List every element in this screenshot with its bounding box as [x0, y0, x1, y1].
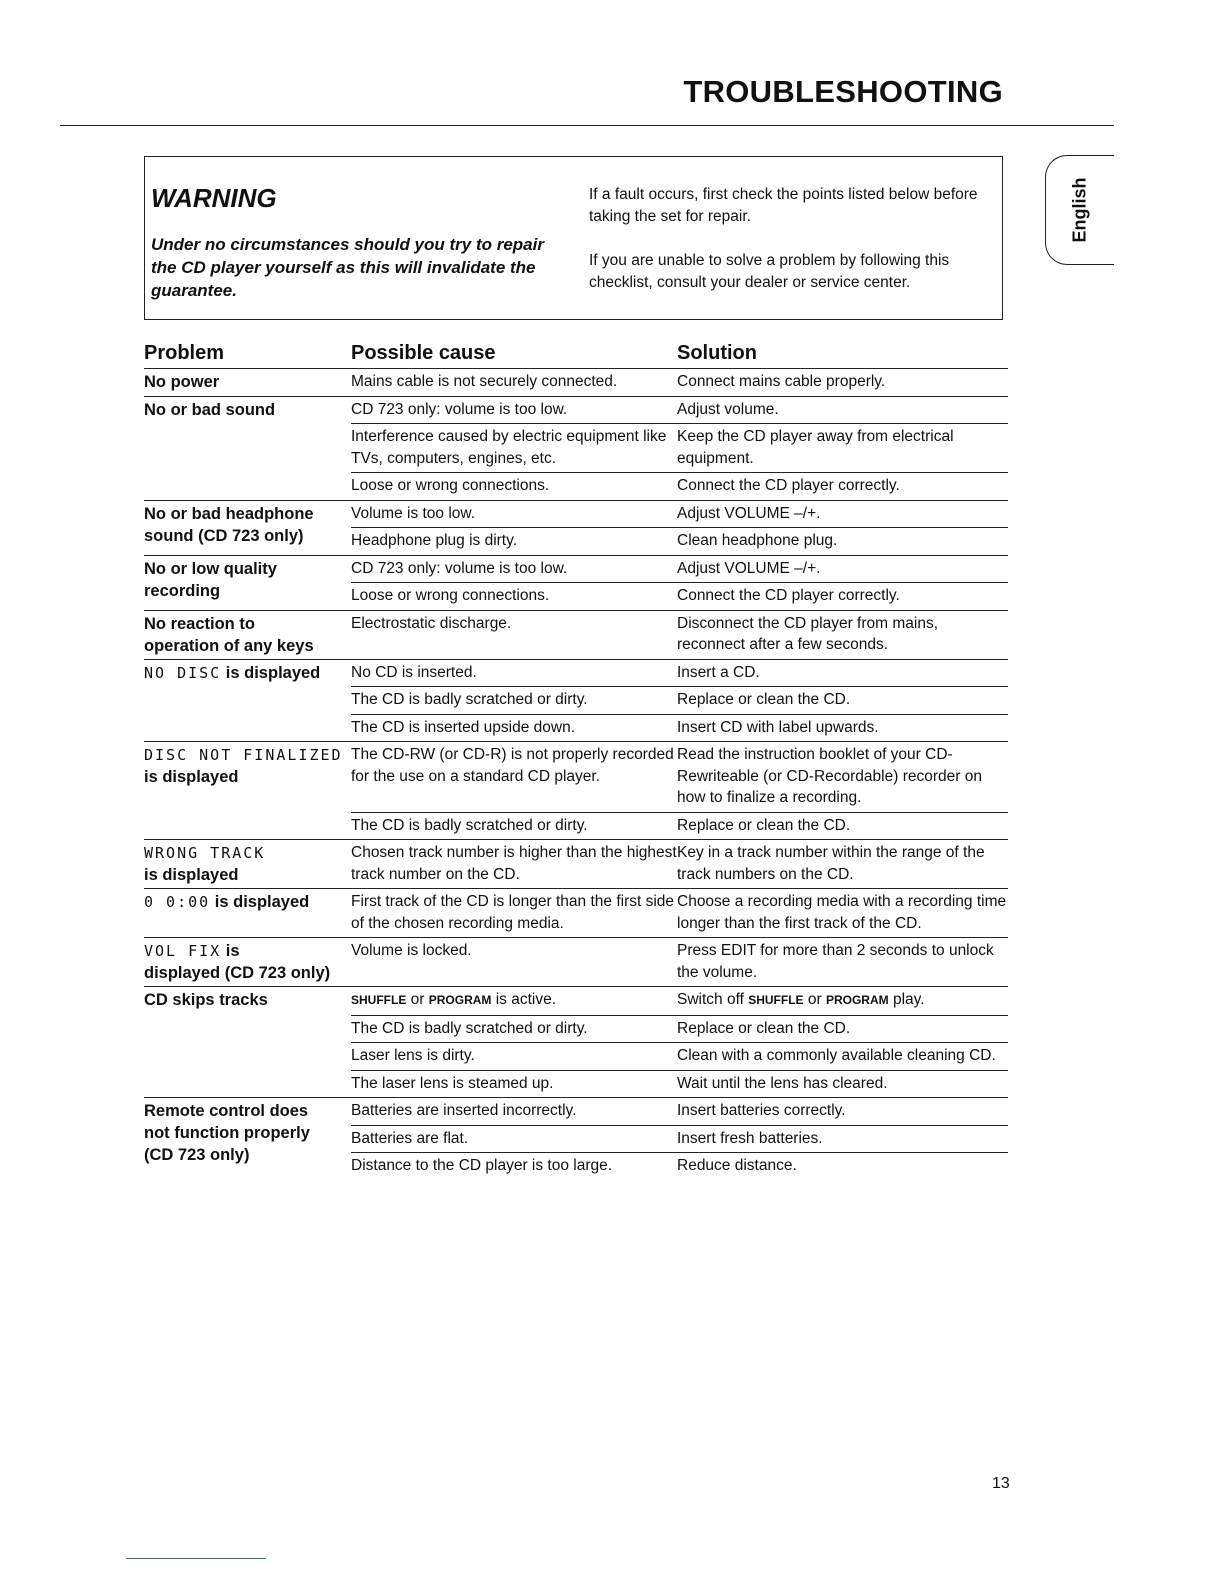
- solution-cell: [677, 611, 1008, 659]
- solution-text: Reduce distance.: [677, 1157, 797, 1174]
- cause-solution-rows: [351, 889, 1008, 937]
- table-row: [351, 840, 1008, 888]
- cause-text: The CD is badly scratched or dirty.: [351, 816, 588, 834]
- solution-text: Replace or clean the CD.: [677, 691, 851, 708]
- footer-rule: [126, 1558, 266, 1559]
- table-group: [144, 555, 1008, 610]
- warning-info-1: If a fault occurs, first check the points listed below before taking the set for repair.: [589, 186, 978, 225]
- solution-text: Clean with a commonly available cleaning CD.: [677, 1047, 996, 1064]
- cause-cell: [351, 611, 677, 659]
- problem-cell: [144, 1098, 351, 1180]
- problem-cell: [144, 938, 351, 986]
- problem-text: Remote control does: [144, 1102, 309, 1120]
- problem-cell: [144, 742, 351, 839]
- cause-cell: [351, 687, 677, 714]
- solution-cell: [677, 501, 1008, 528]
- table-row: [351, 812, 1008, 840]
- cause-cell: [351, 1043, 677, 1070]
- cause-cell: [351, 1153, 677, 1180]
- table-group: [144, 986, 1008, 1097]
- cause-text: Loose or wrong connections.: [351, 587, 550, 604]
- cause-text: The CD is badly scratched or dirty.: [351, 691, 588, 708]
- cause-solution-rows: [351, 938, 1008, 986]
- header-solution: Solution: [677, 342, 757, 364]
- problem-cell: [144, 369, 351, 396]
- cause-solution-rows: [351, 501, 1008, 555]
- problem-cell: [144, 611, 351, 659]
- cause-solution-rows: [351, 556, 1008, 610]
- solution-cell: [677, 1126, 1008, 1153]
- solution-cell: [677, 424, 1008, 472]
- problem-text: No or bad sound: [144, 400, 276, 419]
- table-group: [144, 659, 1008, 742]
- lcd-display-text: VOL FIX: [144, 942, 222, 960]
- cause-text: Electrostatic discharge.: [351, 614, 512, 632]
- cause-cell: [351, 501, 677, 528]
- table-row: [351, 397, 1008, 424]
- language-tab: [1045, 155, 1114, 265]
- solution-cell: [677, 1043, 1008, 1070]
- problem-text: (CD 723 only): [144, 1146, 250, 1164]
- problem-cell: [144, 501, 351, 555]
- solution-text: play.: [888, 991, 925, 1008]
- solution-cell: [677, 556, 1008, 583]
- cause-solution-rows: [351, 742, 1008, 839]
- table-row: [351, 472, 1008, 500]
- table-row: [351, 527, 1008, 555]
- solution-cell: [677, 840, 1008, 888]
- problem-text: No or bad headphone: [144, 504, 314, 523]
- solution-cell: [677, 687, 1008, 714]
- table-row: [351, 1098, 1008, 1125]
- table-row: [351, 556, 1008, 583]
- problem-text: is displayed: [144, 768, 239, 786]
- cause-text: The CD-RW (or CD-R) is not properly recorded for the use on a standard CD player.: [351, 746, 674, 785]
- problem-text: operation of any keys: [144, 636, 314, 655]
- solution-text: Key in a track number within the range of the track numbers on the CD.: [677, 844, 985, 883]
- cause-text: The CD is inserted upside down.: [351, 718, 576, 736]
- solution-text: Switch off: [677, 991, 749, 1008]
- solution-cell: [677, 1153, 1008, 1180]
- problem-text: not function properly: [144, 1124, 310, 1142]
- table-row: [351, 1125, 1008, 1153]
- table-header: [144, 338, 1008, 368]
- cause-solution-rows: [351, 1098, 1008, 1180]
- solution-text: Insert batteries correctly.: [677, 1102, 846, 1119]
- cause-text: or: [406, 991, 429, 1008]
- problem-text: is displayed: [210, 893, 310, 911]
- table-row: [351, 938, 1008, 986]
- solution-text: Insert fresh batteries.: [677, 1129, 823, 1147]
- table-row: [351, 611, 1008, 659]
- cause-cell: [351, 813, 677, 840]
- solution-text: or: [803, 991, 826, 1008]
- cause-key-label: SHUFFLE: [351, 993, 407, 1007]
- solution-text: Connect the CD player correctly.: [677, 477, 900, 494]
- table-body: [144, 368, 1008, 1180]
- table-group: [144, 396, 1008, 500]
- lcd-display-text: WRONG TRACK: [144, 844, 266, 862]
- problem-cell: [144, 397, 351, 500]
- solution-text: Replace or clean the CD.: [677, 1019, 851, 1037]
- cause-text: Headphone plug is dirty.: [351, 532, 518, 549]
- problem-cell: [144, 840, 351, 888]
- solution-key-label: SHUFFLE: [748, 993, 804, 1007]
- table-group: [144, 741, 1008, 839]
- solution-text: Connect the CD player correctly.: [677, 587, 900, 604]
- solution-cell: [677, 1098, 1008, 1125]
- cause-solution-rows: [351, 369, 1008, 396]
- problem-cell: [144, 660, 351, 742]
- solution-cell: [677, 397, 1008, 424]
- language-tab-label: English: [1069, 177, 1090, 243]
- warning-info: [589, 184, 989, 316]
- solution-key-label: PROGRAM: [825, 993, 889, 1007]
- cause-text: Volume is locked.: [351, 942, 472, 959]
- problem-text: CD skips tracks: [144, 991, 268, 1009]
- problem-text: No or low quality: [144, 559, 277, 578]
- cause-text: Distance to the CD player is too large.: [351, 1157, 613, 1174]
- cause-solution-rows: [351, 840, 1008, 888]
- cause-solution-rows: [351, 611, 1008, 659]
- cause-cell: [351, 1016, 677, 1043]
- cause-text: Mains cable is not securely connected.: [351, 373, 618, 390]
- warning-title: WARNING: [151, 183, 277, 213]
- table-row: [351, 1152, 1008, 1180]
- solution-cell: [677, 813, 1008, 840]
- table-row: [351, 714, 1008, 742]
- table-row: [351, 369, 1008, 396]
- solution-text: Insert a CD.: [677, 663, 760, 681]
- table-row: [351, 501, 1008, 528]
- cause-text: Chosen track number is higher than the highest track number on the CD.: [351, 844, 677, 883]
- cause-cell: [351, 528, 677, 555]
- solution-text: Replace or clean the CD.: [677, 816, 851, 834]
- table-row: [351, 987, 1008, 1015]
- cause-solution-rows: [351, 660, 1008, 742]
- table-row: [351, 742, 1008, 812]
- solution-text: Adjust VOLUME –/+.: [677, 504, 821, 522]
- table-row: [351, 660, 1008, 687]
- cause-text: is active.: [491, 991, 557, 1008]
- cause-cell: [351, 1098, 677, 1125]
- solution-text: Adjust VOLUME –/+.: [677, 559, 821, 577]
- cause-text: Laser lens is dirty.: [351, 1047, 475, 1064]
- cause-text: The CD is badly scratched or dirty.: [351, 1019, 588, 1037]
- table-row: [351, 889, 1008, 937]
- cause-text: Interference caused by electric equipment like TVs, computers, engines, etc.: [351, 428, 667, 467]
- table-row: [351, 686, 1008, 714]
- table-group: [144, 888, 1008, 937]
- cause-text: CD 723 only: volume is too low.: [351, 400, 568, 418]
- cause-text: First track of the CD is longer than the first side of the chosen recording media.: [351, 893, 675, 932]
- problem-text: displayed (CD 723 only): [144, 964, 331, 982]
- cause-solution-rows: [351, 397, 1008, 500]
- problem-cell: [144, 889, 351, 937]
- problem-cell: [144, 556, 351, 610]
- cause-cell: [351, 987, 677, 1015]
- table-group: [144, 937, 1008, 986]
- cause-cell: [351, 840, 677, 888]
- solution-cell: [677, 473, 1008, 500]
- cause-text: Batteries are inserted incorrectly.: [351, 1102, 577, 1119]
- solution-text: Read the instruction booklet of your CD-Rewriteable (or CD-Recordable) recorder on how to finalize a recording.: [677, 746, 982, 806]
- problem-text: sound (CD 723 only): [144, 526, 304, 545]
- cause-cell: [351, 938, 677, 986]
- cause-cell: [351, 742, 677, 812]
- header-problem: Problem: [144, 342, 225, 364]
- warning-box: [144, 156, 1003, 320]
- solution-cell: [677, 528, 1008, 555]
- solution-cell: [677, 1016, 1008, 1043]
- solution-cell: [677, 369, 1008, 396]
- cause-key-label: PROGRAM: [428, 993, 492, 1007]
- table-group: [144, 839, 1008, 888]
- lcd-display-text: NO DISC: [144, 663, 222, 682]
- solution-cell: [677, 1071, 1008, 1098]
- problem-text: No power: [144, 373, 220, 391]
- cause-cell: [351, 424, 677, 472]
- solution-text: Press EDIT for more than 2 seconds to unlock the volume.: [677, 942, 994, 981]
- table-row: [351, 1070, 1008, 1098]
- page-number: 13: [992, 1475, 1010, 1492]
- solution-cell: [677, 742, 1008, 812]
- table-row: [351, 423, 1008, 472]
- solution-text: Adjust volume.: [677, 400, 779, 418]
- problem-text: is displayed: [144, 866, 239, 884]
- warning-text: Under no circumstances should you try to repair the CD player yourself as this will invalidate the guarantee.: [151, 235, 544, 300]
- cause-text: Loose or wrong connections.: [351, 477, 550, 494]
- problem-text: is displayed: [221, 663, 321, 682]
- cause-cell: [351, 473, 677, 500]
- problem-text: is: [221, 942, 240, 960]
- solution-text: Clean headphone plug.: [677, 532, 838, 549]
- cause-cell: [351, 1071, 677, 1098]
- lcd-display-text: 0 0:00: [144, 893, 211, 911]
- solution-text: Keep the CD player away from electrical equipment.: [677, 428, 954, 467]
- cause-cell: [351, 583, 677, 610]
- table-row: [351, 1015, 1008, 1043]
- problem-cell: [144, 987, 351, 1097]
- table-group: [144, 368, 1008, 396]
- solution-text: Choose a recording media with a recording time longer than the first track of the CD.: [677, 893, 1007, 932]
- table-group: [144, 500, 1008, 555]
- table-row: [351, 582, 1008, 610]
- cause-text: Batteries are flat.: [351, 1129, 469, 1147]
- warning-info-2: If you are unable to solve a problem by following this checklist, consult your dealer or service center.: [589, 252, 950, 291]
- solution-cell: [677, 660, 1008, 687]
- cause-cell: [351, 397, 677, 424]
- table-row: [351, 1042, 1008, 1070]
- troubleshooting-table: [144, 338, 1008, 1180]
- solution-text: Insert CD with label upwards.: [677, 718, 879, 736]
- cause-cell: [351, 369, 677, 396]
- solution-text: Connect mains cable properly.: [677, 373, 886, 390]
- solution-cell: [677, 938, 1008, 986]
- header-cause: Possible cause: [351, 342, 496, 364]
- table-group: [144, 1097, 1008, 1180]
- cause-text: Volume is too low.: [351, 504, 476, 522]
- solution-cell: [677, 583, 1008, 610]
- cause-cell: [351, 1126, 677, 1153]
- header-divider: [60, 125, 1114, 126]
- solution-cell: [677, 889, 1008, 937]
- page-title: TROUBLESHOOTING: [683, 74, 1003, 109]
- cause-text: No CD is inserted.: [351, 663, 477, 681]
- cause-cell: [351, 715, 677, 742]
- cause-cell: [351, 660, 677, 687]
- lcd-display-text: DISC NOT FINALIZED: [144, 746, 343, 764]
- solution-text: Wait until the lens has cleared.: [677, 1074, 888, 1092]
- cause-cell: [351, 889, 677, 937]
- cause-text: The laser lens is steamed up.: [351, 1074, 554, 1092]
- problem-text: No reaction to: [144, 614, 255, 633]
- cause-text: CD 723 only: volume is too low.: [351, 559, 568, 577]
- solution-cell: [677, 715, 1008, 742]
- solution-text: Disconnect the CD player from mains, reconnect after a few seconds.: [677, 614, 939, 653]
- cause-solution-rows: [351, 987, 1008, 1097]
- cause-cell: [351, 556, 677, 583]
- table-group: [144, 610, 1008, 659]
- problem-text: recording: [144, 581, 221, 600]
- solution-cell: [677, 987, 1008, 1015]
